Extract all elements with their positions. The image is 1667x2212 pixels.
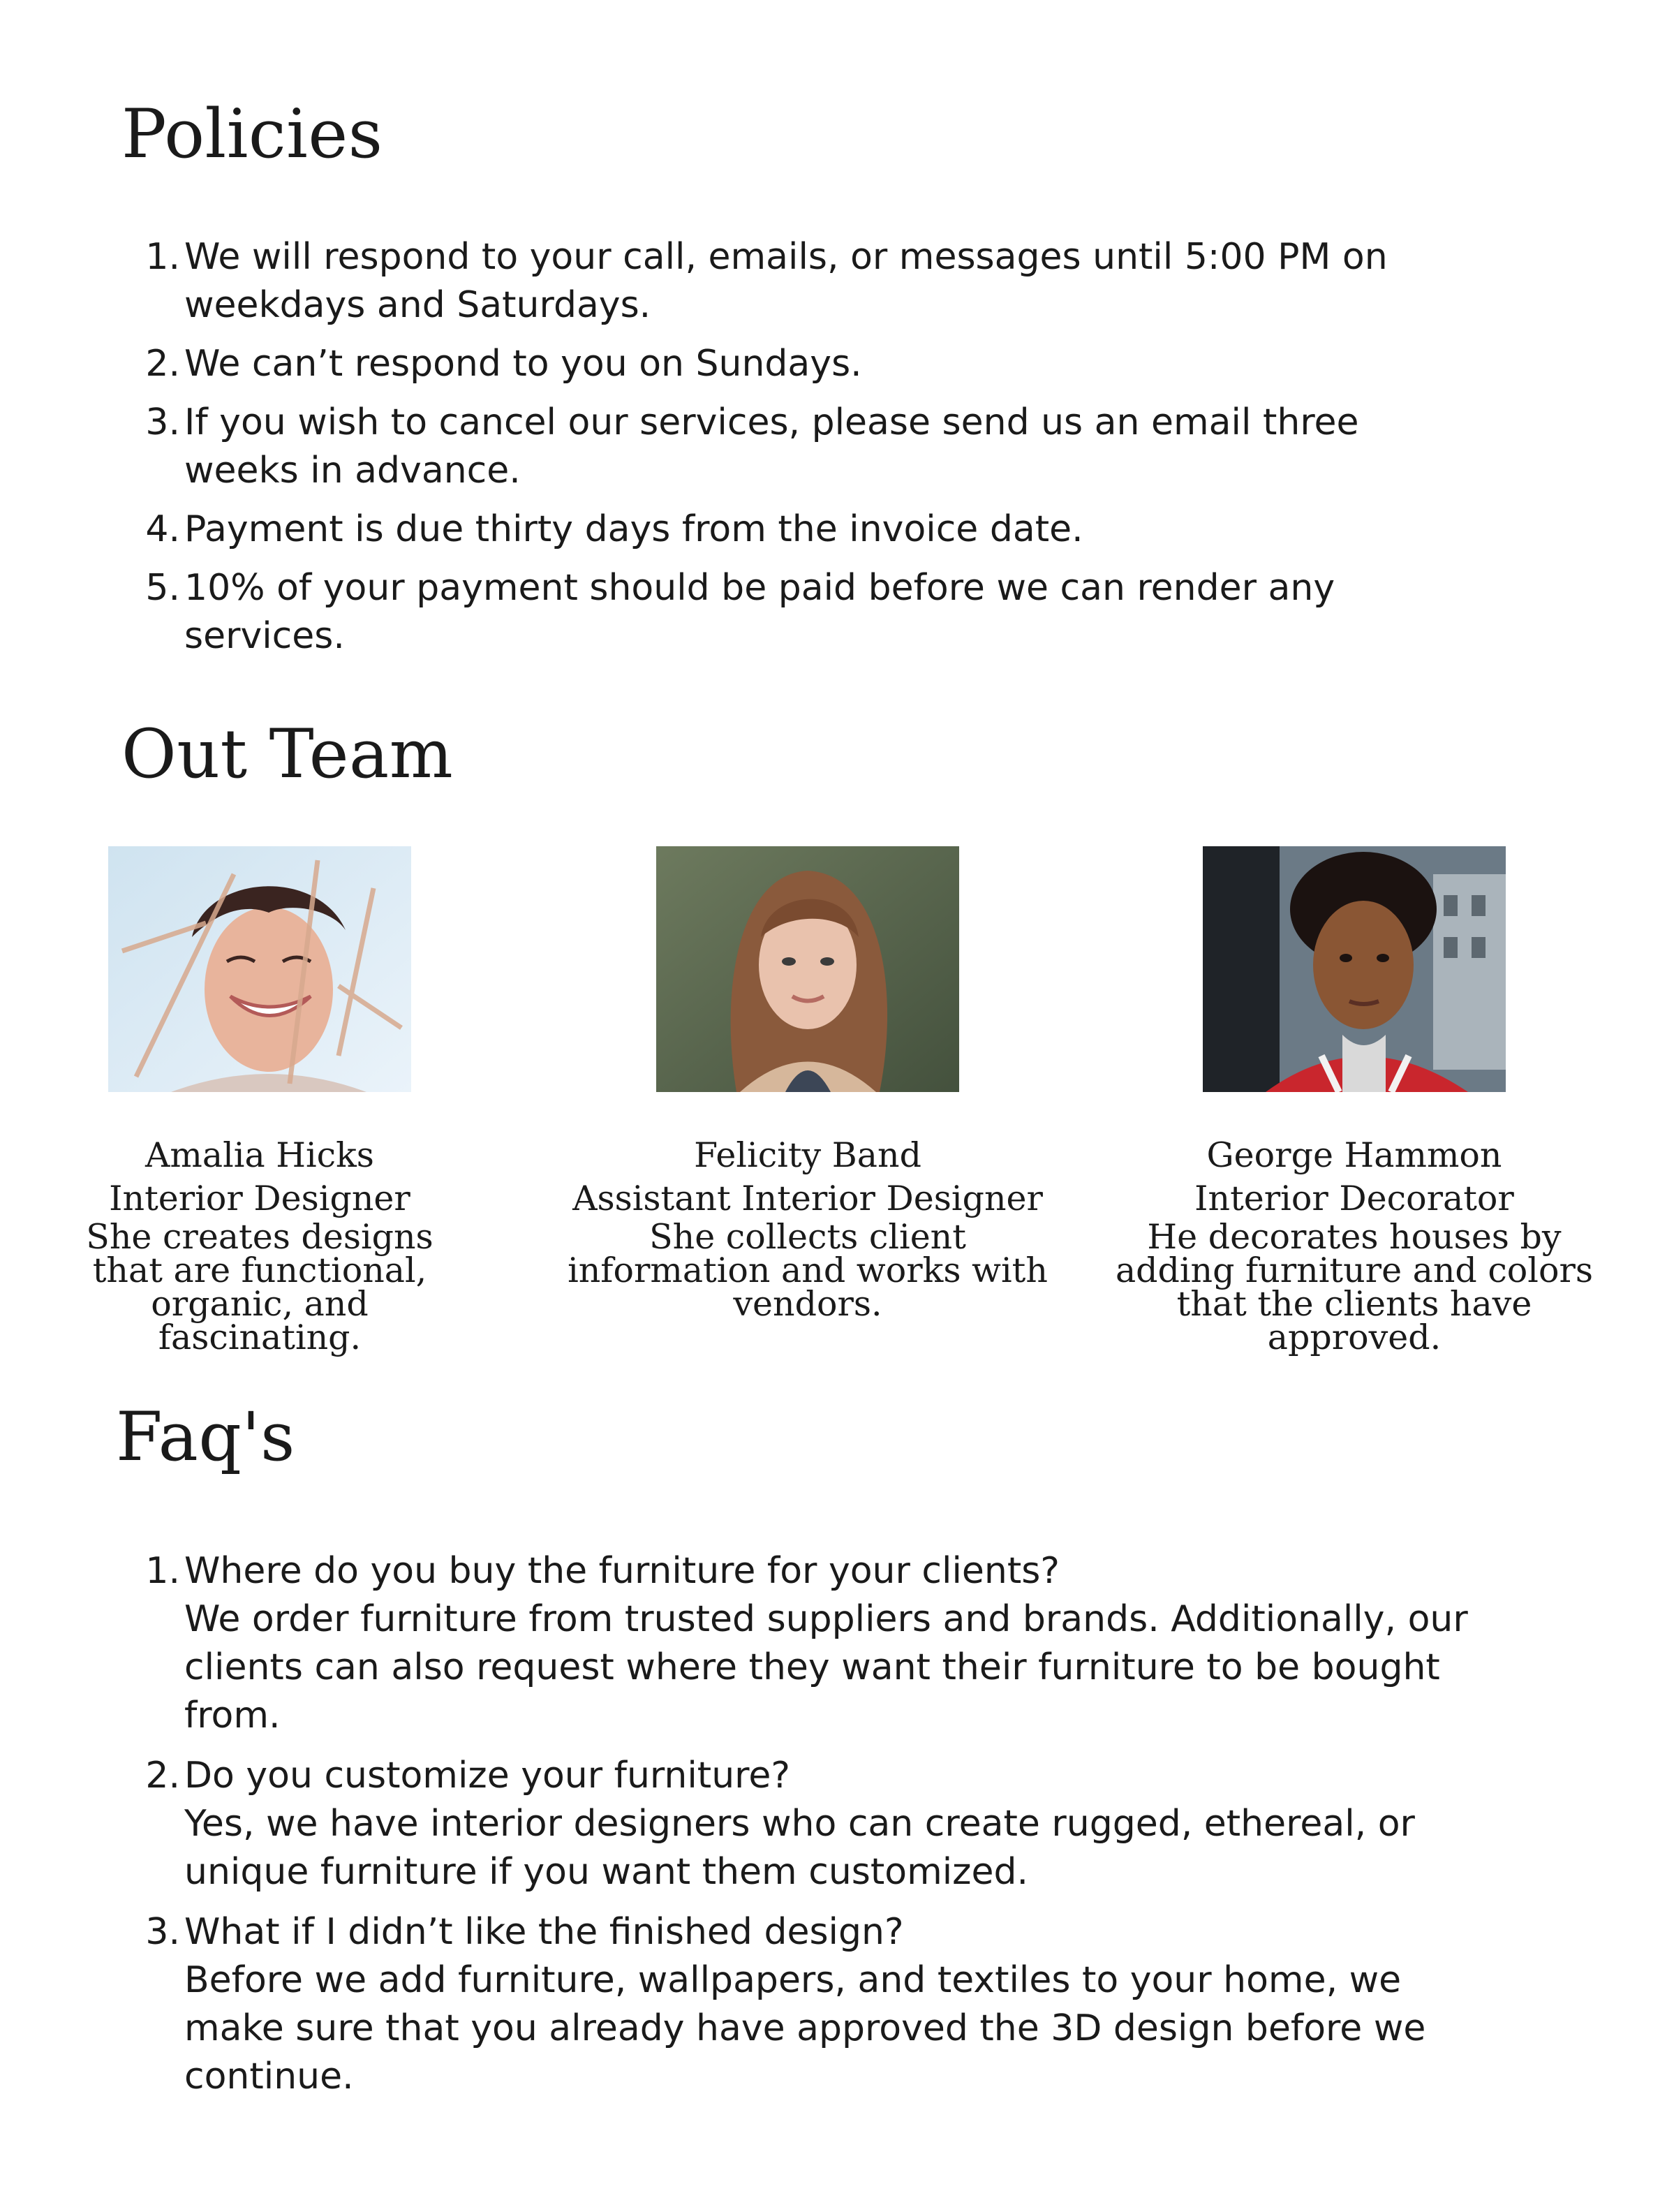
- faqs-list: [133, 1547, 1473, 2113]
- policy-number: 5.: [145, 567, 180, 609]
- policies-heading: Policies: [121, 95, 383, 173]
- faq-item: [133, 1547, 1473, 1740]
- member-description: She creates designs that are functional, organic, and fascinating.: [86, 1217, 434, 1357]
- policy-text: 10% of your payment should be paid before we can render any services.: [184, 567, 1335, 657]
- member-role: Interior Designer: [109, 1179, 410, 1218]
- faqs-heading: Faq's: [116, 1398, 295, 1476]
- faq-answer: Before we add furniture, wallpapers, and textiles to your home, we make sure that you already have approved the 3D design before we continue.: [184, 1959, 1426, 2097]
- team-member-george: [1110, 846, 1599, 1355]
- policy-number: 2.: [145, 343, 180, 385]
- member-description: He decorates houses by adding furniture and colors that the clients have approved.: [1115, 1217, 1594, 1357]
- faq-item: [133, 1752, 1473, 1896]
- member-role: Assistant Interior Designer: [572, 1179, 1043, 1218]
- policy-number: 1.: [145, 236, 180, 278]
- policies-list: [133, 233, 1473, 671]
- member-name: Amalia Hicks: [145, 1135, 374, 1175]
- faq-number: 2.: [145, 1755, 180, 1797]
- member-role: Interior Decorator: [1194, 1179, 1514, 1218]
- policy-number: 3.: [145, 401, 180, 443]
- policy-text: If you wish to cancel our services, please send us an email three weeks in advance.: [184, 401, 1359, 492]
- faq-item: [133, 1908, 1473, 2101]
- member-description: She collects client information and works with vendors.: [568, 1217, 1048, 1324]
- policy-item: [133, 506, 1473, 554]
- woman-portrait-photo-icon: [656, 846, 959, 1092]
- policy-number: 4.: [145, 508, 180, 550]
- faq-number: 3.: [145, 1911, 180, 1953]
- policy-item: [133, 399, 1473, 495]
- policy-item: [133, 564, 1473, 661]
- faq-answer: We order furniture from trusted suppliers and brands. Additionally, our clients can also request where they want their furniture to be bought from.: [184, 1598, 1468, 1737]
- faq-answer: Yes, we have interior designers who can create rugged, ethereal, or unique furniture if you want them customized.: [184, 1803, 1415, 1893]
- woman-smiling-photo-icon: [108, 846, 411, 1092]
- team-member-felicity: [563, 846, 1052, 1324]
- faq-number: 1.: [145, 1550, 180, 1592]
- policy-item: [133, 340, 1473, 388]
- policy-item: [133, 233, 1473, 330]
- team-heading: Out Team: [121, 715, 454, 793]
- member-name: Felicity Band: [694, 1135, 921, 1175]
- faq-question: Do you customize your furniture?: [184, 1755, 790, 1797]
- member-name: George Hammon: [1206, 1135, 1502, 1175]
- team-member-amalia: [15, 846, 504, 1355]
- policy-text: We can’t respond to you on Sundays.: [184, 343, 862, 385]
- policy-text: We will respond to your call, emails, or messages until 5:00 PM on weekdays and Saturdays.: [184, 236, 1388, 326]
- faq-question: Where do you buy the furniture for your clients?: [184, 1550, 1060, 1592]
- faq-question: What if I didn’t like the finished design?: [184, 1911, 904, 1953]
- man-portrait-photo-icon: [1203, 846, 1506, 1092]
- policy-text: Payment is due thirty days from the invoice date.: [184, 508, 1083, 550]
